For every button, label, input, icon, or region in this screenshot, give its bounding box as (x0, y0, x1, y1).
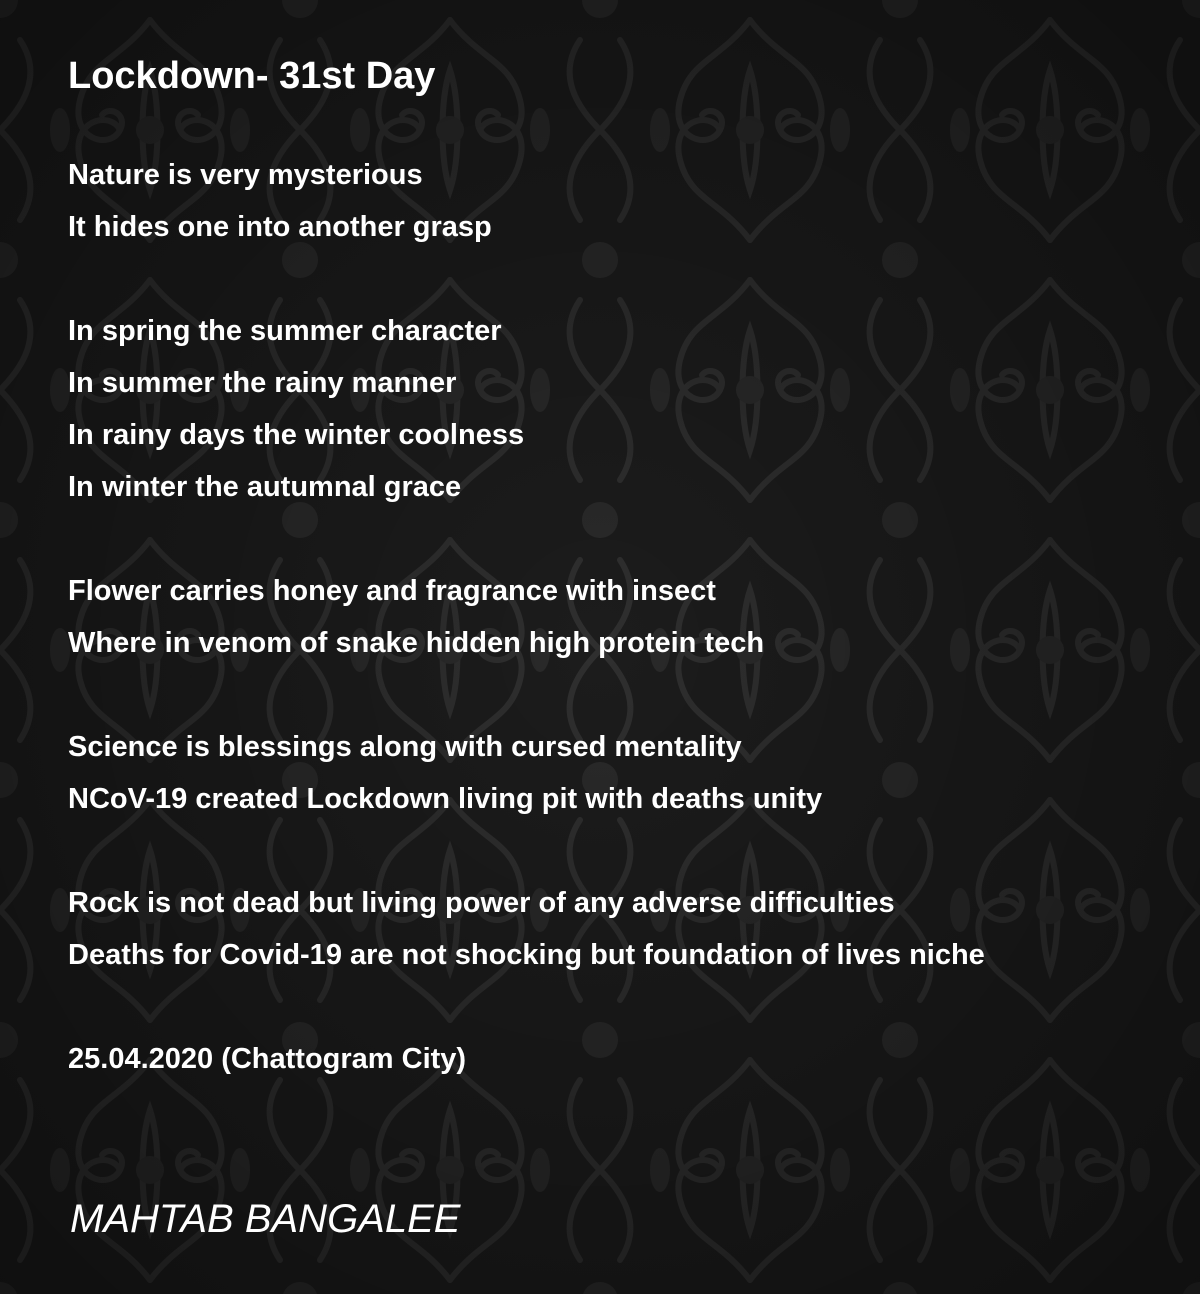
poem-date-place: 25.04.2020 (Chattogram City) (68, 1043, 467, 1075)
poem-line: Flower carries honey and fragrance with insect (68, 575, 716, 607)
poem-line: Science is blessings along with cursed mentality (68, 731, 742, 763)
poem-line: Deaths for Covid-19 are not shocking but foundation of lives niche (68, 939, 985, 971)
poem-title: Lockdown- 31st Day (68, 55, 436, 97)
poem-line: In rainy days the winter coolness (68, 419, 525, 451)
poem-line: Where in venom of snake hidden high protein tech (68, 627, 765, 659)
poem-author: MAHTAB BANGALEE (70, 1197, 461, 1241)
poem-line: NCoV-19 created Lockdown living pit with deaths unity (68, 783, 823, 815)
poem-line: In summer the rainy manner (68, 367, 457, 399)
poem-line: It hides one into another grasp (68, 211, 492, 243)
poem-line: In winter the autumnal grace (68, 471, 462, 503)
poem-line: Nature is very mysterious (68, 159, 423, 191)
poem-line: Rock is not dead but living power of any adverse difficulties (68, 887, 895, 919)
poem-line: In spring the summer character (68, 315, 502, 347)
